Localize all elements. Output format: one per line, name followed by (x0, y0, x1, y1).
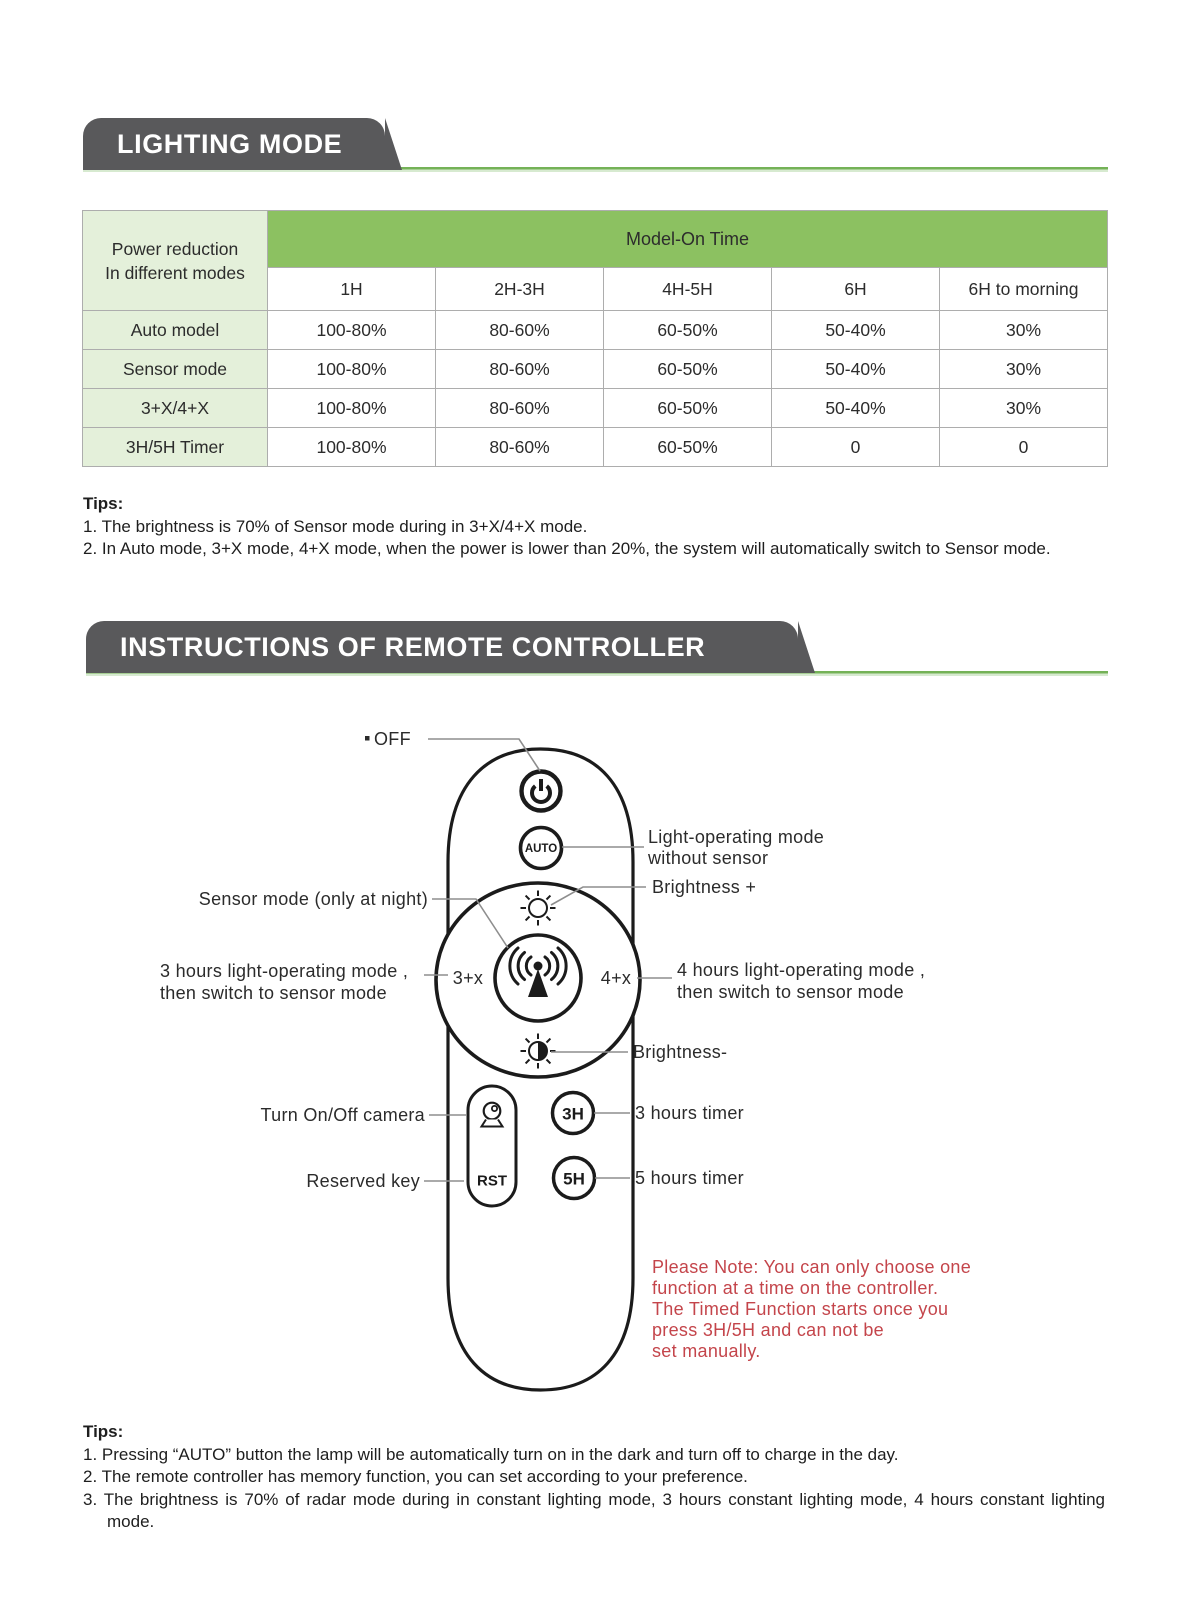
label-3-hours-mode: 3 hours light-operating mode , (160, 961, 409, 981)
section-title: INSTRUCTIONS OF REMOTE CONTROLLER (120, 631, 706, 662)
table-row: Auto model 100-80% 80-60% 60-50% 50-40% 30% (83, 311, 1108, 350)
svg-text:set manually.: set manually. (652, 1341, 761, 1361)
please-note-text (652, 1257, 971, 1361)
label-sensor-mode: Sensor mode (only at night) (198, 889, 428, 909)
svg-text:AUTO: AUTO (524, 843, 558, 855)
svg-text:press 3H/5H and can not be: press 3H/5H and can not be (652, 1320, 884, 1340)
label-camera: Turn On/Off camera (260, 1105, 425, 1125)
svg-text:5H: 5H (563, 1169, 585, 1189)
svg-text:function at a time on the cont: function at a time on the controller. (652, 1278, 939, 1298)
tips-remote-controller (83, 1421, 1105, 1534)
section-title: LIGHTING MODE (117, 128, 343, 159)
tip-item: 2. The remote controller has memory function, you can set according to your preference. (83, 1467, 748, 1486)
row-label: 3+X/4+X (83, 389, 268, 428)
column-header: 1H (268, 268, 436, 311)
row-label: Sensor mode (83, 350, 268, 389)
tips-heading: Tips: (83, 1422, 124, 1441)
mode-4x-button: 4+x (600, 968, 632, 988)
label-light-operating: Light-operating mode (648, 827, 825, 847)
label-5-hours-timer: 5 hours timer (635, 1168, 744, 1188)
label-3-hours-timer: 3 hours timer (635, 1103, 744, 1123)
mode-3x-button: 3+x (452, 968, 484, 988)
row-label: 3H/5H Timer (83, 428, 268, 467)
label-light-operating: without sensor (648, 848, 769, 868)
tips-heading: Tips: (83, 494, 124, 513)
tip-item: 2. In Auto mode, 3+X mode, 4+X mode, when the power is lower than 20%, the system will automatically switch to Sensor mode. (83, 539, 1051, 558)
table-row: 3H/5H Timer 100-80% 80-60% 60-50% 0 0 (83, 428, 1108, 467)
table-row: Sensor mode 100-80% 80-60% 60-50% 50-40% 30% (83, 350, 1108, 389)
off-bullet (365, 736, 370, 741)
tips-lighting-mode (83, 493, 1107, 561)
label-reserved-key: Reserved key (306, 1171, 420, 1191)
row-label: Auto model (83, 311, 268, 350)
svg-text:The Timed Function starts once: The Timed Function starts once you (652, 1299, 949, 1319)
table-corner-header: Power reduction In different modes (83, 211, 268, 311)
tip-item: 3. The brightness is 70% of radar mode during in constant lighting mode, 3 hours constant lighting mode, 4 hours constant lighting mode. (83, 1489, 1105, 1531)
column-header: 6H to morning (940, 268, 1108, 311)
section-header-remote-instructions (86, 621, 798, 673)
column-header: 6H (772, 268, 940, 311)
label-off: OFF (374, 729, 411, 749)
column-header: 2H-3H (436, 268, 604, 311)
remote-controller-diagram (0, 700, 1190, 1420)
brightness-minus-icon (521, 1034, 556, 1069)
table-group-row (83, 211, 1108, 268)
tip-item: 1. The brightness is 70% of Sensor mode during in 3+X/4+X mode. (83, 516, 588, 536)
column-header: 4H-5H (604, 268, 772, 311)
svg-text:Please Note: You can only choo: Please Note: You can only choose one (652, 1257, 972, 1277)
label-4-hours-mode: 4 hours light-operating mode , (677, 960, 926, 980)
label-brightness-minus: Brightness- (633, 1042, 728, 1062)
table-row: 3+X/4+X 100-80% 80-60% 60-50% 50-40% 30% (83, 389, 1108, 428)
table-group-header: Model-On Time (268, 211, 1108, 268)
power-reduction-table (82, 210, 1108, 467)
label-3-hours-mode: then switch to sensor mode (160, 983, 387, 1003)
svg-text:3H: 3H (562, 1104, 584, 1124)
tip-item: 1. Pressing “AUTO” button the lamp will be automatically turn on in the dark and turn off to charge in the day. (83, 1444, 899, 1464)
label-4-hours-mode: then switch to sensor mode (677, 982, 904, 1002)
section-header-lighting-mode (83, 118, 385, 170)
rst-button: RST (477, 1172, 507, 1190)
label-brightness-plus: Brightness + (652, 877, 757, 897)
